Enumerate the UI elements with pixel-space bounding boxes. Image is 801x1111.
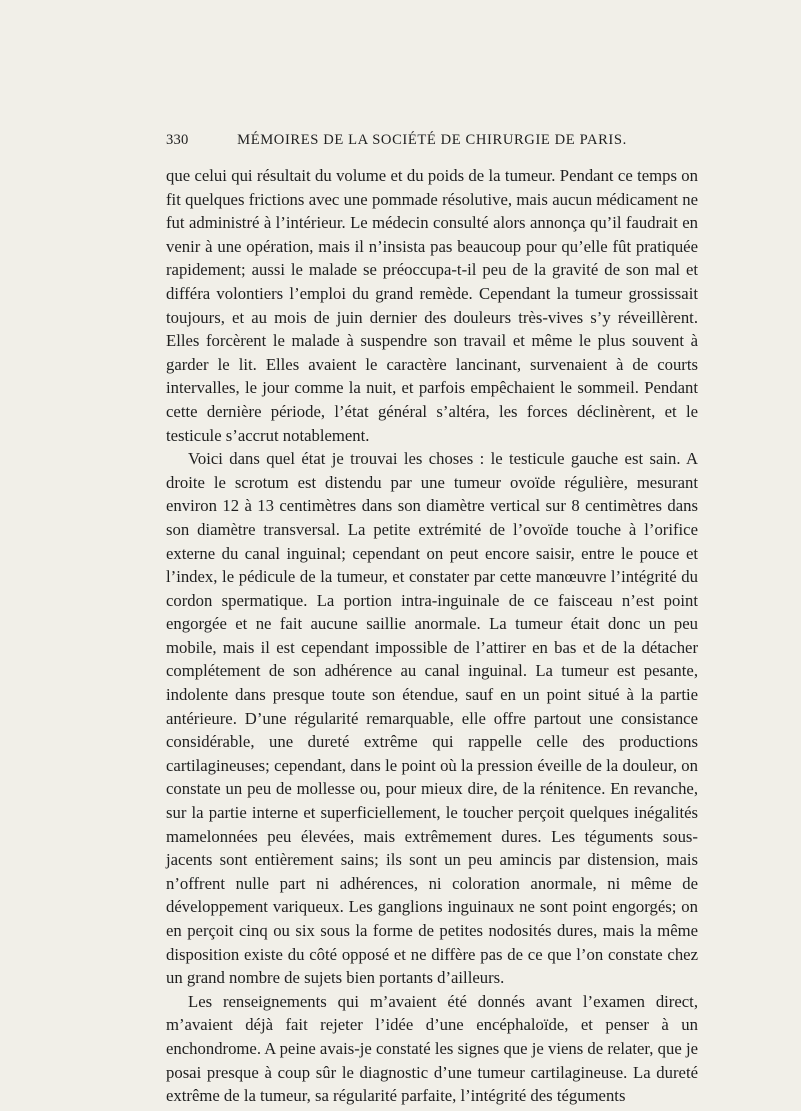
running-title: MÉMOIRES DE LA SOCIÉTÉ DE CHIRURGIE DE PARIS. (237, 132, 627, 148)
paragraph-examination: Voici dans quel état je trouvai les choses : le testicule gauche est sain. A droite le scrotum est distendu par une tumeur ovoïde régulière, mesurant environ 12 à 13 centimètres dans son diamètre vertical sur 8 centimètres dans son diamètre transversal. La petite extrémité de l’ovoïde touche à l’orifice externe du canal inguinal; cependant on peut encore saisir, entre le pouce et l’index, le pédicule de la tumeur, et constater par cette manœuvre l’intégrité du cordon spermatique. La portion intra-inguinale de ce faisceau n’est point engorgée et ne fait aucune saillie anormale. La tumeur était donc un peu mobile, mais il est cependant impossible de l’attirer en bas et de la détacher complétement de son adhérence au canal inguinal. La tumeur est pesante, indolente dans presque toute son étendue, sauf en un point situé à la partie antérieure. D’une régularité remarquable, elle offre partout une consistance considérable, une dureté extrême qui rappelle celle des productions cartilagineuses; cependant, dans le point où la pression éveille de la douleur, on constate un peu de mollesse ou, pour mieux dire, de la rénitence. En revanche, sur la partie interne et superficiellement, le toucher perçoit quelques inégalités mamelonnées peu élevées, mais extrêmement dures. Les téguments sous-jacents sont entièrement sains; ils sont un peu amincis par distension, mais n’offrent nulle part ni adhérences, ni coloration anormale, ni même de développement variqueux. Les ganglions inguinaux ne sont point engorgés; on en perçoit cinq ou six sous la forme de petites nodosités dures, mais la même disposition existe du côté opposé et ne diffère pas de ce que l’on constate chez un grand nombre de sujets bien portants d’ailleurs. (166, 449, 698, 988)
running-head (166, 132, 698, 152)
paragraph-diagnosis: Les renseignements qui m’avaient été donnés avant l’examen direct, m’avaient déjà fait rejeter l’idée d’une encéphaloïde, et penser à un enchondrome. A peine avais-je constaté les signes que je viens de relater, que je posai presque à coup sûr le diagnostic d’une tumeur cartilagineuse. La dureté extrême de la tumeur, sa régularité parfaite, l’intégrité des téguments (166, 991, 698, 1106)
paragraph-continued: que celui qui résultait du volume et du poids de la tumeur. Pendant ce temps on fit quelques frictions avec une pommade résolutive, mais aucun médicament ne fut administré à l’intérieur. Le médecin consulté alors annonça qu’il faudrait en venir à une opération, mais il n’insista pas beaucoup pour qu’elle fût pratiquée rapidement; aussi le malade se préoccupa-t-il peu de la gravité de son mal et différa volontiers l’emploi du grand remède. Cependant la tumeur grossissait toujours, et au mois de juin dernier des douleurs très-vives s’y réveillèrent. Elles forcèrent le malade à suspendre son travail et même le plus souvent à garder le lit. Elles avaient le caractère lancinant, survenaient à de courts intervalles, le jour comme la nuit, et parfois empêchaient le sommeil. Pendant cette dernière période, l’état général s’altéra, les forces déclinèrent, et le testicule s’accrut notablement. (166, 166, 698, 445)
body-text (166, 164, 698, 1108)
page-number: 330 (166, 132, 189, 148)
